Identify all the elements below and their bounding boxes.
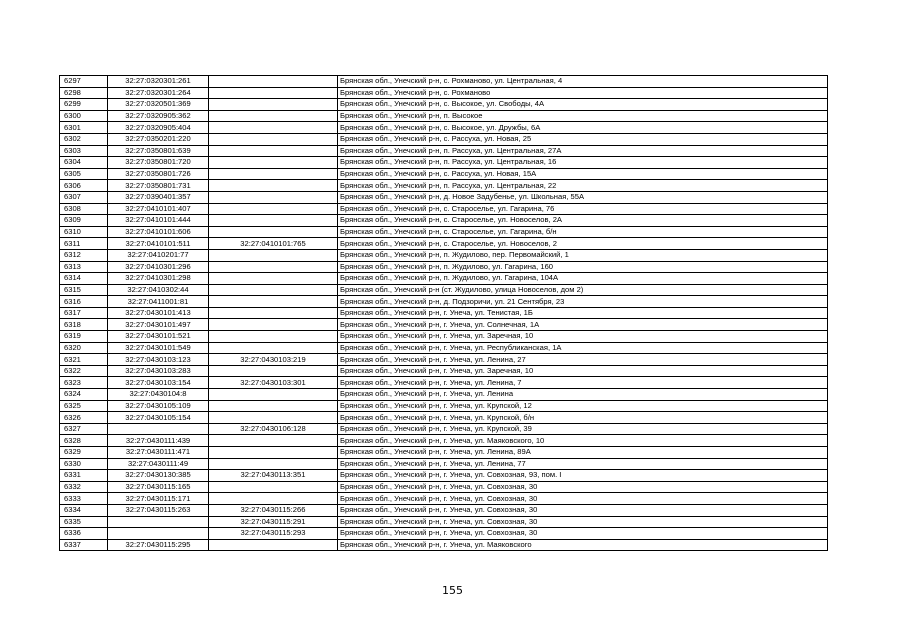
cadastral-number-cell: 32:27:0410201:77	[108, 249, 209, 261]
address-cell: Брянская обл., Унечский р-н, г. Унеча, ул. Ленина	[338, 389, 828, 401]
row-number-cell: 6315	[60, 284, 108, 296]
table-row	[60, 122, 828, 134]
address-cell: Брянская обл., Унечский р-н, п. Высокое	[338, 110, 828, 122]
address-cell: Брянская обл., Унечский р-н, г. Унеча, ул. Совхозная, 30	[338, 493, 828, 505]
address-cell: Брянская обл., Унечский р-н, г. Унеча, ул. Ленина, 27	[338, 354, 828, 366]
row-number-cell: 6330	[60, 458, 108, 470]
cadastral-number-cell	[108, 516, 209, 528]
cadastral-number-cell: 32:27:0410301:298	[108, 273, 209, 285]
table-row	[60, 319, 828, 331]
related-cadastral-number-cell	[209, 76, 338, 88]
row-number-cell: 6303	[60, 145, 108, 157]
table-row	[60, 110, 828, 122]
related-cadastral-number-cell	[209, 284, 338, 296]
related-cadastral-number-cell	[209, 261, 338, 273]
related-cadastral-number-cell	[209, 365, 338, 377]
row-number-cell: 6300	[60, 110, 108, 122]
address-cell: Брянская обл., Унечский р-н, г. Унеча, ул. Совхозная, 93, пом. I	[338, 470, 828, 482]
table-row	[60, 470, 828, 482]
row-number-cell: 6320	[60, 342, 108, 354]
row-number-cell: 6332	[60, 481, 108, 493]
row-number-cell: 6324	[60, 389, 108, 401]
row-number-cell: 6322	[60, 365, 108, 377]
row-number-cell: 6305	[60, 168, 108, 180]
row-number-cell: 6333	[60, 493, 108, 505]
row-number-cell: 6331	[60, 470, 108, 482]
address-cell: Брянская обл., Унечский р-н (ст. Жудилово, улица Новоселов, дом 2)	[338, 284, 828, 296]
cadastral-number-cell: 32:27:0430101:497	[108, 319, 209, 331]
cadastral-number-cell: 32:27:0430105:109	[108, 400, 209, 412]
related-cadastral-number-cell	[209, 191, 338, 203]
row-number-cell: 6337	[60, 539, 108, 551]
cadastral-number-cell: 32:27:0430115:165	[108, 481, 209, 493]
row-number-cell: 6326	[60, 412, 108, 424]
related-cadastral-number-cell	[209, 215, 338, 227]
address-cell: Брянская обл., Унечский р-н, с. Рассуха, ул. Новая, 15А	[338, 168, 828, 180]
row-number-cell: 6299	[60, 99, 108, 111]
row-number-cell: 6314	[60, 273, 108, 285]
related-cadastral-number-cell	[209, 389, 338, 401]
row-number-cell: 6312	[60, 249, 108, 261]
cadastral-number-cell: 32:27:0430101:521	[108, 331, 209, 343]
related-cadastral-number-cell	[209, 539, 338, 551]
table-row	[60, 412, 828, 424]
property-table	[59, 75, 828, 551]
related-cadastral-number-cell: 32:27:0430115:291	[209, 516, 338, 528]
cadastral-number-cell: 32:27:0350201:220	[108, 133, 209, 145]
address-cell: Брянская обл., Унечский р-н, с. Высокое, ул. Свободы, 4А	[338, 99, 828, 111]
table-row	[60, 400, 828, 412]
address-cell: Брянская обл., Унечский р-н, г. Унеча, ул. Маяковского, 10	[338, 435, 828, 447]
related-cadastral-number-cell	[209, 122, 338, 134]
related-cadastral-number-cell	[209, 296, 338, 308]
table-row	[60, 261, 828, 273]
table-row	[60, 528, 828, 540]
cadastral-number-cell: 32:27:0430130:385	[108, 470, 209, 482]
cadastral-number-cell: 32:27:0411001:81	[108, 296, 209, 308]
table-row	[60, 354, 828, 366]
cadastral-number-cell: 32:27:0320301:261	[108, 76, 209, 88]
cadastral-number-cell: 32:27:0390401:357	[108, 191, 209, 203]
related-cadastral-number-cell: 32:27:0430113:351	[209, 470, 338, 482]
table-row	[60, 539, 828, 551]
row-number-cell: 6318	[60, 319, 108, 331]
address-cell: Брянская обл., Унечский р-н, п. Жудилово, пер. Первомайский, 1	[338, 249, 828, 261]
table-row	[60, 249, 828, 261]
table-row	[60, 458, 828, 470]
related-cadastral-number-cell	[209, 133, 338, 145]
property-table-body	[60, 76, 828, 551]
related-cadastral-number-cell: 32:27:0430103:301	[209, 377, 338, 389]
table-row	[60, 342, 828, 354]
cadastral-number-cell: 32:27:0430115:171	[108, 493, 209, 505]
cadastral-number-cell: 32:27:0430111:439	[108, 435, 209, 447]
address-cell: Брянская обл., Унечский р-н, г. Унеча, ул. Крупской, б/н	[338, 412, 828, 424]
table-row	[60, 157, 828, 169]
address-cell: Брянская обл., Унечский р-н, г. Унеча, ул. Совхозная, 30	[338, 528, 828, 540]
table-row	[60, 133, 828, 145]
address-cell: Брянская обл., Унечский р-н, г. Унеча, ул. Маяковского	[338, 539, 828, 551]
address-cell: Брянская обл., Унечский р-н, п. Жудилово, ул. Гагарина, 160	[338, 261, 828, 273]
related-cadastral-number-cell	[209, 110, 338, 122]
related-cadastral-number-cell	[209, 180, 338, 192]
row-number-cell: 6321	[60, 354, 108, 366]
cadastral-number-cell: 32:27:0320301:264	[108, 87, 209, 99]
row-number-cell: 6316	[60, 296, 108, 308]
related-cadastral-number-cell	[209, 226, 338, 238]
row-number-cell: 6306	[60, 180, 108, 192]
address-cell: Брянская обл., Унечский р-н, д. Подзоричи, ул. 21 Сентября, 23	[338, 296, 828, 308]
table-row	[60, 180, 828, 192]
address-cell: Брянская обл., Унечский р-н, г. Унеча, ул. Тенистая, 1Б	[338, 307, 828, 319]
table-row	[60, 99, 828, 111]
related-cadastral-number-cell	[209, 307, 338, 319]
related-cadastral-number-cell	[209, 458, 338, 470]
related-cadastral-number-cell	[209, 319, 338, 331]
cadastral-number-cell: 32:27:0430103:123	[108, 354, 209, 366]
cadastral-number-cell: 32:27:0350801:720	[108, 157, 209, 169]
related-cadastral-number-cell	[209, 145, 338, 157]
related-cadastral-number-cell	[209, 447, 338, 459]
address-cell: Брянская обл., Унечский р-н, с. Старосельe, ул. Гагарина, 76	[338, 203, 828, 215]
related-cadastral-number-cell: 32:27:0410101:765	[209, 238, 338, 250]
row-number-cell: 6308	[60, 203, 108, 215]
row-number-cell: 6304	[60, 157, 108, 169]
cadastral-number-cell: 32:27:0350801:731	[108, 180, 209, 192]
related-cadastral-number-cell	[209, 99, 338, 111]
table-row	[60, 87, 828, 99]
address-cell: Брянская обл., Унечский р-н, г. Унеча, ул. Совхозная, 30	[338, 516, 828, 528]
cadastral-number-cell	[108, 423, 209, 435]
cadastral-number-cell: 32:27:0430101:413	[108, 307, 209, 319]
table-row	[60, 516, 828, 528]
address-cell: Брянская обл., Унечский р-н, г. Унеча, ул. Заречная, 10	[338, 365, 828, 377]
row-number-cell: 6311	[60, 238, 108, 250]
address-cell: Брянская обл., Унечский р-н, с. Старосельe, ул. Новоселов, 2А	[338, 215, 828, 227]
table-row	[60, 423, 828, 435]
cadastral-number-cell: 32:27:0430111:471	[108, 447, 209, 459]
cadastral-number-cell: 32:27:0430111:49	[108, 458, 209, 470]
address-cell: Брянская обл., Унечский р-н, г. Унеча, ул. Заречная, 10	[338, 331, 828, 343]
table-row	[60, 76, 828, 88]
related-cadastral-number-cell	[209, 412, 338, 424]
related-cadastral-number-cell: 32:27:0430115:293	[209, 528, 338, 540]
table-row	[60, 145, 828, 157]
cadastral-number-cell: 32:27:0430115:295	[108, 539, 209, 551]
row-number-cell: 6328	[60, 435, 108, 447]
cadastral-number-cell: 32:27:0410101:444	[108, 215, 209, 227]
address-cell: Брянская обл., Унечский р-н, г. Унеча, ул. Ленина, 89А	[338, 447, 828, 459]
address-cell: Брянская обл., Унечский р-н, г. Унеча, ул. Республиканская, 1А	[338, 342, 828, 354]
address-cell: Брянская обл., Унечский р-н, с. Рассуха, ул. Новая, 25	[338, 133, 828, 145]
row-number-cell: 6317	[60, 307, 108, 319]
cadastral-number-cell: 32:27:0410301:296	[108, 261, 209, 273]
row-number-cell: 6309	[60, 215, 108, 227]
related-cadastral-number-cell	[209, 203, 338, 215]
cadastral-number-cell: 32:27:0410302:44	[108, 284, 209, 296]
row-number-cell: 6301	[60, 122, 108, 134]
cadastral-number-cell: 32:27:0350801:639	[108, 145, 209, 157]
related-cadastral-number-cell	[209, 481, 338, 493]
table-row	[60, 168, 828, 180]
table-row	[60, 481, 828, 493]
address-cell: Брянская обл., Унечский р-н, д. Новое Задубенье, ул. Школьная, 55А	[338, 191, 828, 203]
page-number: 155	[442, 584, 463, 597]
table-row	[60, 226, 828, 238]
row-number-cell: 6325	[60, 400, 108, 412]
row-number-cell: 6307	[60, 191, 108, 203]
row-number-cell: 6298	[60, 87, 108, 99]
row-number-cell: 6313	[60, 261, 108, 273]
cadastral-number-cell: 32:27:0430103:283	[108, 365, 209, 377]
address-cell: Брянская обл., Унечский р-н, с. Старосельe, ул. Гагарина, б/н	[338, 226, 828, 238]
cadastral-number-cell: 32:27:0410101:511	[108, 238, 209, 250]
table-row	[60, 191, 828, 203]
related-cadastral-number-cell	[209, 331, 338, 343]
address-cell: Брянская обл., Унечский р-н, г. Унеча, ул. Ленина, 7	[338, 377, 828, 389]
related-cadastral-number-cell	[209, 157, 338, 169]
address-cell: Брянская обл., Унечский р-н, г. Унеча, ул. Совхозная, 30	[338, 504, 828, 516]
related-cadastral-number-cell	[209, 435, 338, 447]
related-cadastral-number-cell	[209, 493, 338, 505]
row-number-cell: 6334	[60, 504, 108, 516]
related-cadastral-number-cell: 32:27:0430115:266	[209, 504, 338, 516]
table-row	[60, 284, 828, 296]
row-number-cell: 6329	[60, 447, 108, 459]
table-row	[60, 238, 828, 250]
address-cell: Брянская обл., Унечский р-н, п. Рассуха, ул. Центральная, 22	[338, 180, 828, 192]
cadastral-number-cell: 32:27:0350801:726	[108, 168, 209, 180]
address-cell: Брянская обл., Унечский р-н, с. Высокое, ул. Дружбы, 6А	[338, 122, 828, 134]
related-cadastral-number-cell	[209, 273, 338, 285]
address-cell: Брянская обл., Унечский р-н, с. Рохманово	[338, 87, 828, 99]
cadastral-number-cell: 32:27:0430103:154	[108, 377, 209, 389]
row-number-cell: 6323	[60, 377, 108, 389]
row-number-cell: 6310	[60, 226, 108, 238]
table-row	[60, 307, 828, 319]
table-row	[60, 389, 828, 401]
cadastral-number-cell: 32:27:0430101:549	[108, 342, 209, 354]
cadastral-number-cell: 32:27:0320905:362	[108, 110, 209, 122]
address-cell: Брянская обл., Унечский р-н, п. Рассуха, ул. Центральная, 16	[338, 157, 828, 169]
table-row	[60, 447, 828, 459]
address-cell: Брянская обл., Унечский р-н, п. Жудилово, ул. Гагарина, 104А	[338, 273, 828, 285]
table-row	[60, 365, 828, 377]
row-number-cell: 6302	[60, 133, 108, 145]
cadastral-number-cell: 32:27:0320905:404	[108, 122, 209, 134]
cadastral-number-cell: 32:27:0430105:154	[108, 412, 209, 424]
related-cadastral-number-cell	[209, 342, 338, 354]
row-number-cell: 6336	[60, 528, 108, 540]
table-row	[60, 504, 828, 516]
table-row	[60, 331, 828, 343]
related-cadastral-number-cell	[209, 249, 338, 261]
table-row	[60, 273, 828, 285]
address-cell: Брянская обл., Унечский р-н, г. Унеча, ул. Ленина, 77	[338, 458, 828, 470]
row-number-cell: 6319	[60, 331, 108, 343]
table-row	[60, 296, 828, 308]
table-row	[60, 435, 828, 447]
related-cadastral-number-cell: 32:27:0430103:219	[209, 354, 338, 366]
cadastral-number-cell: 32:27:0320501:369	[108, 99, 209, 111]
cadastral-number-cell: 32:27:0430115:263	[108, 504, 209, 516]
address-cell: Брянская обл., Унечский р-н, г. Унеча, ул. Крупской, 12	[338, 400, 828, 412]
related-cadastral-number-cell	[209, 168, 338, 180]
cadastral-number-cell: 32:27:0410101:407	[108, 203, 209, 215]
related-cadastral-number-cell	[209, 87, 338, 99]
related-cadastral-number-cell	[209, 400, 338, 412]
row-number-cell: 6297	[60, 76, 108, 88]
table-row	[60, 215, 828, 227]
row-number-cell: 6335	[60, 516, 108, 528]
address-cell: Брянская обл., Унечский р-н, с. Старосельe, ул. Новоселов, 2	[338, 238, 828, 250]
related-cadastral-number-cell: 32:27:0430106:128	[209, 423, 338, 435]
address-cell: Брянская обл., Унечский р-н, г. Унеча, ул. Совхозная, 30	[338, 481, 828, 493]
cadastral-number-cell: 32:27:0430104:8	[108, 389, 209, 401]
table-row	[60, 493, 828, 505]
address-cell: Брянская обл., Унечский р-н, п. Рассуха, ул. Центральная, 27А	[338, 145, 828, 157]
table-row	[60, 377, 828, 389]
address-cell: Брянская обл., Унечский р-н, г. Унеча, ул. Крупской, 39	[338, 423, 828, 435]
row-number-cell: 6327	[60, 423, 108, 435]
cadastral-number-cell	[108, 528, 209, 540]
address-cell: Брянская обл., Унечский р-н, с. Рохманово, ул. Центральная, 4	[338, 76, 828, 88]
cadastral-number-cell: 32:27:0410101:606	[108, 226, 209, 238]
table-row	[60, 203, 828, 215]
address-cell: Брянская обл., Унечский р-н, г. Унеча, ул. Солнечная, 1А	[338, 319, 828, 331]
